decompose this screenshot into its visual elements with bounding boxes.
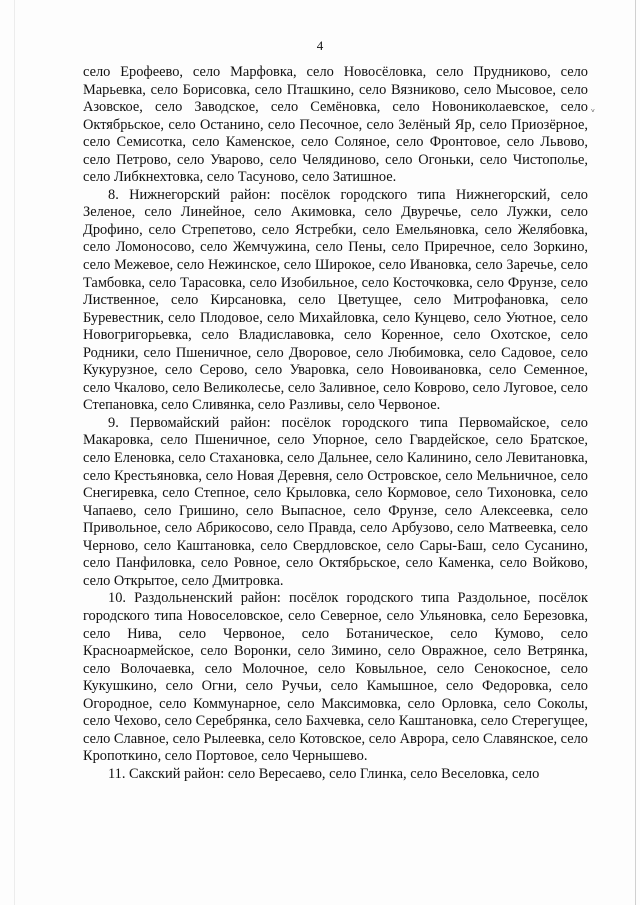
paragraph-saksky-district: 11. Сакский район: село Вересаево, село Глинка, село Веселовка, село [108, 765, 540, 782]
scan-edge-left [14, 0, 15, 905]
document-body [83, 64, 588, 783]
scan-edge-right [635, 0, 636, 905]
pen-mark: ᵥ [591, 104, 596, 115]
paragraph-pervomaisky-district: 9. Первомайский район: посёлок городского типа Первомайское, село Макаровка, село Пшеничное, село Упорное, село Гвардейское, село Братское, село Еленовка, село Стахановка, село Дальнее, село Калинино, село Левитановка, село Крестьяновка, село Новая Деревня, село Островское, село Мельничное, село Снегиревка, село Степное, село Крыловка, село Кормовое, село Тихоновка, село Чапаево, село Гришино, село Выпасное, село Фрунзе, село Алексеевка, село Привольное, село Абрикосово, село Правда, село Арбузово, село Матвеевка, село Черново, село Каштановка, село Свердловское, село Сары-Баш, село Сусанино, село Панфиловка, село Ровное, село Октябрьское, село Каменка, село Войково, село Открытое, село Дмитровка. [83, 414, 588, 589]
paragraph-continuation: село Ерофеево, село Марфовка, село Новосёловка, село Прудниково, село Марьевка, село Борисовка, село Пташкино, село Вязниково, село Мысовое, село Азовское, село Заводское, село Семёновка, село Новониколаевское, село Октябрьское, село Останино, село Песочное, село Зелёный Яр, село Приозёрное, село Семисотка, село Каменское, село Соляное, село Фронтовое, село Львово, село Петрово, село Уварово, село Челядиново, село Огоньки, село Чистополье, село Либкнехтовка, село Тасуново, село Затишное. [83, 64, 588, 186]
page-number: 4 [316, 38, 324, 53]
paragraph-nizhnegorsky-district: 8. Нижнегорский район: посёлок городского типа Нижнегорский, село Зеленое, село Линейное, село Акимовка, село Двуречье, село Лужки, село Дрофино, село Стрепетово, село Ястребки, село Емельяновка, село Желябовка, село Ломоносово, село Жемчужина, село Пены, село Приречное, село Зоркино, село Межевое, село Нежинское, село Широкое, село Ивановка, село Заречье, село Тамбовка, село Тарасовка, село Изобильное, село Косточковка, село Фрунзе, село Лиственное, село Кирсановка, село Цветущее, село Митрофановка, село Буревестник, село Плодовое, село Михайловка, село Кунцево, село Уютное, село Новогригорьевка, село Владиславовка, село Коренное, село Охотское, село Родники, село Пшеничное, село Дворовое, село Любимовка, село Садовое, село Кукурузное, село Серово, село Уваровка, село Новоивановка, село Семенное, село Чкалово, село Великолесье, село Заливное, село Коврово, село Луговое, село Степановка, село Сливянка, село Разливы, село Червоное. [83, 186, 588, 414]
paragraph-razdolnensky-district: 10. Раздольненский район: посёлок городского типа Раздольное, посёлок городского типа Новоселовское, село Северное, село Ульяновка, село Березовка, село Нива, село Червоное, село Ботаническое, село Кумово, село Красноармейское, село Воронки, село Зимино, село Овражное, село Ветрянка, село Волочаевка, село Молочное, село Ковыльное, село Сенокосное, село Кукушкино, село Огни, село Ручьи, село Камышное, село Федоровка, село Огородное, село Коммунарное, село Максимовка, село Орловка, село Соколы, село Чехово, село Серебрянка, село Бахчевка, село Каштановка, село Стерегущее, село Славное, село Рылеевка, село Котовское, село Аврора, село Славянское, село Кропоткино, село Портовое, село Чернышево. [83, 590, 588, 765]
